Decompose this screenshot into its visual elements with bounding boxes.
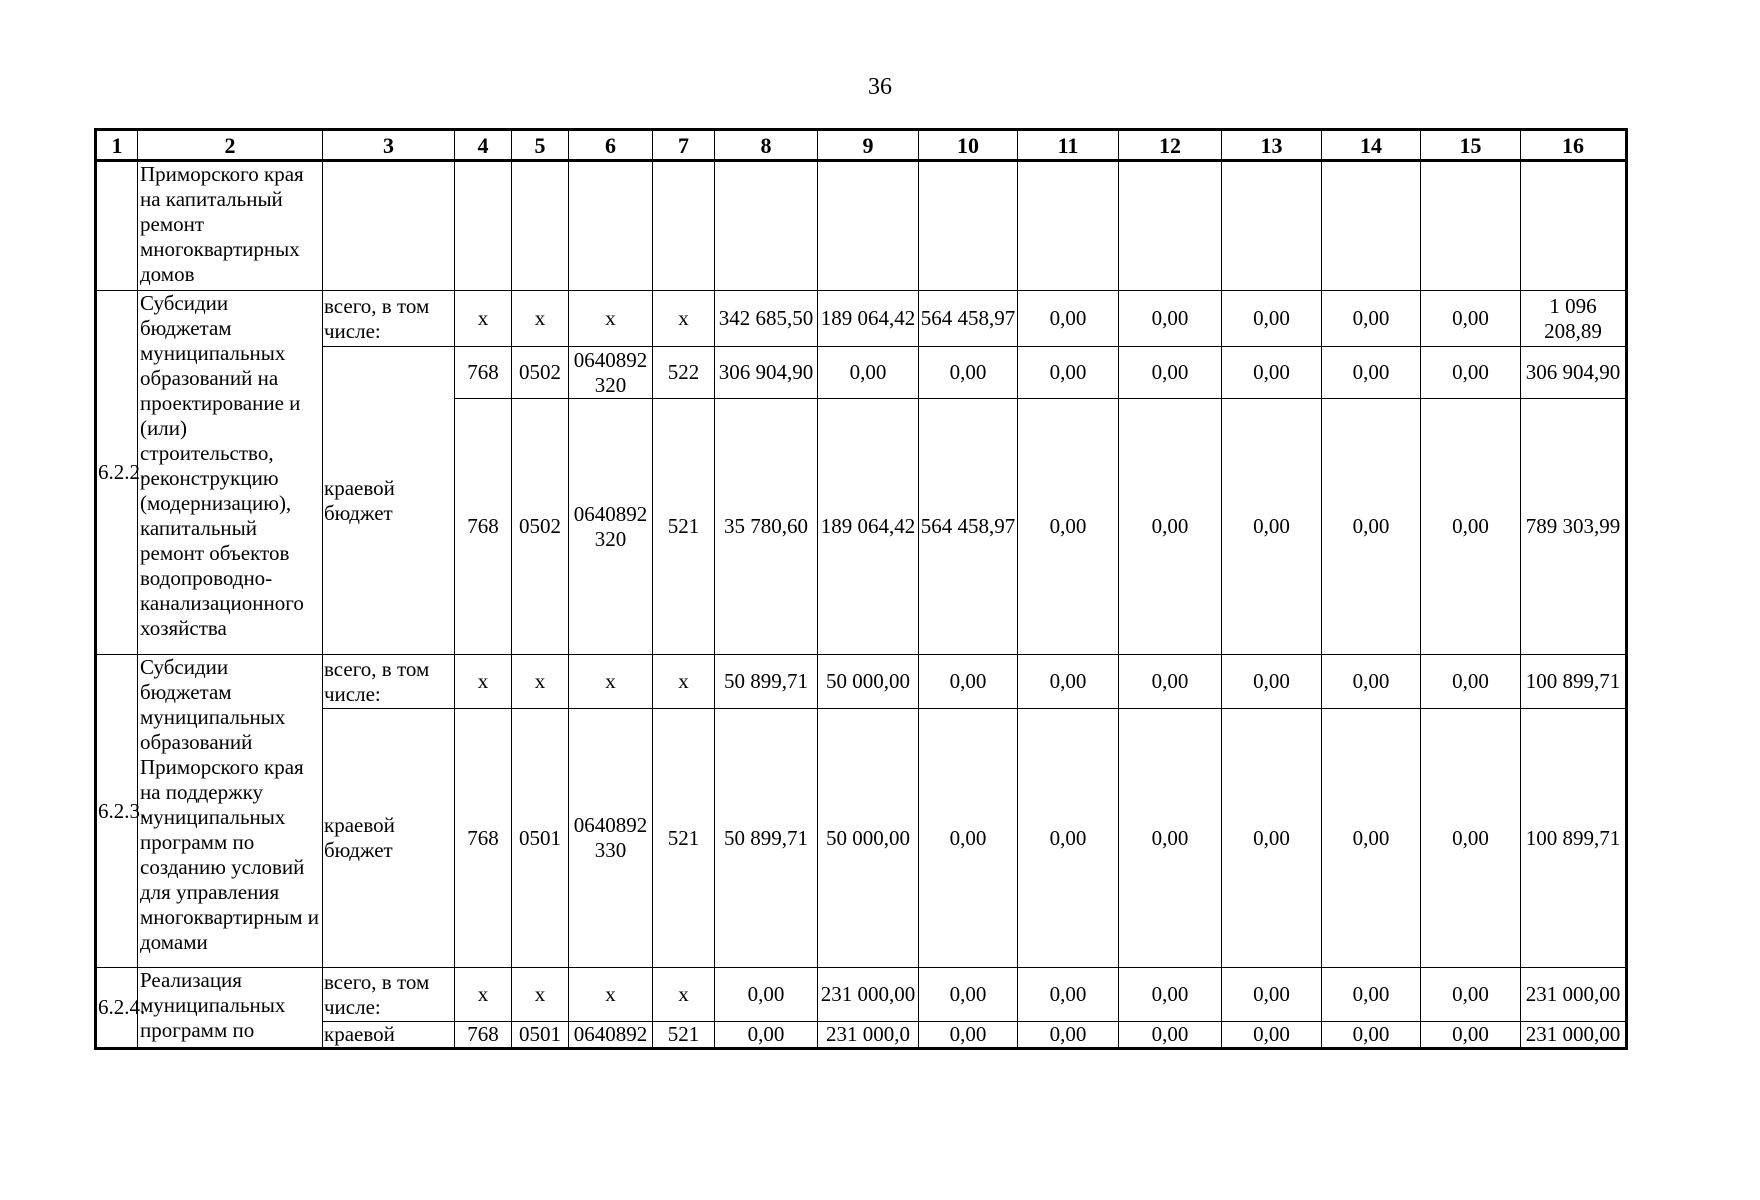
cell: 768 (455, 1022, 512, 1049)
cell: 0,00 (818, 347, 919, 399)
cell: x (512, 291, 569, 347)
item-number: 6.2.4. (96, 968, 138, 1049)
cell: 342 685,50 (715, 291, 818, 347)
cell: 0640892320 (569, 399, 653, 655)
item-name: Приморского края на капитальный ремонт многоквартирных домов (138, 161, 323, 291)
item-name: Реализация муниципальных программ по (138, 968, 323, 1049)
cell: x (569, 968, 653, 1022)
cell: x (512, 968, 569, 1022)
cell: 0501 (512, 1022, 569, 1049)
cell: x (569, 291, 653, 347)
cell: 0,00 (919, 655, 1018, 709)
cell: 50 899,71 (715, 709, 818, 968)
cell: 0,00 (1119, 655, 1222, 709)
item-number: 6.2.2. (96, 291, 138, 655)
budget-table (94, 128, 1628, 1050)
cell: x (455, 968, 512, 1022)
table-row (96, 1022, 1627, 1049)
cell: 768 (455, 709, 512, 968)
cell: 0502 (512, 347, 569, 399)
cell: 306 904,90 (715, 347, 818, 399)
cell: 50 899,71 (715, 655, 818, 709)
cell: 0,00 (1421, 291, 1521, 347)
cell: x (653, 291, 715, 347)
item-name: Субсидии бюджетам муниципальных образований Приморского края на поддержку муниципальных программ по созданию условий для управления многоквартирным и домами (138, 655, 323, 968)
cell: 0,00 (1222, 399, 1322, 655)
item-number: 6.2.3. (96, 655, 138, 968)
cell: 0,00 (1119, 1022, 1222, 1049)
cell: 0,00 (1222, 968, 1322, 1022)
cell: 0,00 (1119, 347, 1222, 399)
cell: 231 000,00 (1521, 1022, 1627, 1049)
cell: 189 064,42 (818, 291, 919, 347)
cell: 0,00 (1222, 709, 1322, 968)
cell: 306 904,90 (1521, 347, 1627, 399)
cell: 0,00 (1421, 347, 1521, 399)
column-header: 12 (1119, 130, 1222, 161)
table-row (96, 709, 1627, 968)
cell: 0,00 (1322, 1022, 1421, 1049)
cell: 0,00 (1018, 399, 1119, 655)
cell: 521 (653, 399, 715, 655)
cell: 0,00 (1018, 1022, 1119, 1049)
cell: 0,00 (1119, 709, 1222, 968)
cell: 231 000,00 (818, 968, 919, 1022)
cell: 0640892330 (569, 709, 653, 968)
cell: x (653, 655, 715, 709)
cell: 0,00 (1018, 655, 1119, 709)
cell: 100 899,71 (1521, 709, 1627, 968)
cell: 35 780,60 (715, 399, 818, 655)
funding-source: всего, в том числе: (323, 655, 455, 709)
cell: 189 064,42 (818, 399, 919, 655)
column-header: 9 (818, 130, 919, 161)
cell: x (455, 655, 512, 709)
column-header: 2 (138, 130, 323, 161)
cell: 0501 (512, 709, 569, 968)
column-header: 5 (512, 130, 569, 161)
cell: 0,00 (1421, 968, 1521, 1022)
cell: 0,00 (919, 1022, 1018, 1049)
cell: x (569, 655, 653, 709)
cell: 0,00 (1119, 291, 1222, 347)
cell: 0,00 (919, 347, 1018, 399)
cell: 0,00 (1421, 709, 1521, 968)
column-header: 11 (1018, 130, 1119, 161)
cell: 0,00 (1018, 291, 1119, 347)
cell: 0,00 (1018, 347, 1119, 399)
table-row (96, 655, 1627, 709)
cell: 522 (653, 347, 715, 399)
cell: 0,00 (1421, 1022, 1521, 1049)
table-row (96, 347, 1627, 399)
cell: 0,00 (715, 1022, 818, 1049)
cell: 0,00 (1322, 709, 1421, 968)
cell: 0,00 (1222, 347, 1322, 399)
column-header: 4 (455, 130, 512, 161)
cell: 0640892 (569, 1022, 653, 1049)
funding-source: всего, в том числе: (323, 291, 455, 347)
cell: 0,00 (919, 709, 1018, 968)
table-row (96, 968, 1627, 1022)
cell: 564 458,97 (919, 291, 1018, 347)
cell: 231 000,00 (1521, 968, 1627, 1022)
column-header: 7 (653, 130, 715, 161)
cell: x (653, 968, 715, 1022)
cell: 0,00 (1018, 968, 1119, 1022)
page-number: 36 (868, 74, 892, 100)
cell: 0,00 (1322, 968, 1421, 1022)
cell: 0,00 (1421, 399, 1521, 655)
funding-source: краевой бюджет (323, 347, 455, 655)
cell: x (455, 291, 512, 347)
column-header: 8 (715, 130, 818, 161)
cell: 0502 (512, 399, 569, 655)
column-header: 6 (569, 130, 653, 161)
cell: 0640892320 (569, 347, 653, 399)
cell: 0,00 (1222, 1022, 1322, 1049)
column-header-row (96, 130, 1627, 161)
funding-source: краевой бюджет (323, 709, 455, 968)
item-name: Субсидии бюджетам муниципальных образований на проектирование и (или) строительство, реконструкцию (модернизацию), капитальный ремонт объектов водопроводно-канализационного хозяйства (138, 291, 323, 655)
cell: 50 000,00 (818, 709, 919, 968)
cell: 0,00 (1322, 655, 1421, 709)
column-header: 14 (1322, 130, 1421, 161)
cell: 0,00 (1119, 968, 1222, 1022)
cell: 0,00 (919, 968, 1018, 1022)
cell: 768 (455, 399, 512, 655)
cell: 100 899,71 (1521, 655, 1627, 709)
cell: 0,00 (1421, 655, 1521, 709)
cell: 564 458,97 (919, 399, 1018, 655)
column-header: 1 (96, 130, 138, 161)
column-header: 3 (323, 130, 455, 161)
cell: 50 000,00 (818, 655, 919, 709)
cell: 0,00 (1222, 291, 1322, 347)
column-header: 16 (1521, 130, 1627, 161)
cell: 789 303,99 (1521, 399, 1627, 655)
cell: 0,00 (1018, 709, 1119, 968)
cell: 768 (455, 347, 512, 399)
cell: 521 (653, 709, 715, 968)
column-header: 10 (919, 130, 1018, 161)
cell: 521 (653, 1022, 715, 1049)
cell: 0,00 (1322, 347, 1421, 399)
funding-source: всего, в том числе: (323, 968, 455, 1022)
table-row (96, 161, 1627, 291)
cell: 1 096 208,89 (1521, 291, 1627, 347)
column-header: 15 (1421, 130, 1521, 161)
cell: 0,00 (1222, 655, 1322, 709)
cell: x (512, 655, 569, 709)
cell: 231 000,0 (818, 1022, 919, 1049)
cell: 0,00 (1322, 399, 1421, 655)
column-header: 13 (1222, 130, 1322, 161)
table-row (96, 291, 1627, 347)
cell: 0,00 (715, 968, 818, 1022)
cell: 0,00 (1119, 399, 1222, 655)
funding-source: краевой (323, 1022, 455, 1049)
cell: 0,00 (1322, 291, 1421, 347)
